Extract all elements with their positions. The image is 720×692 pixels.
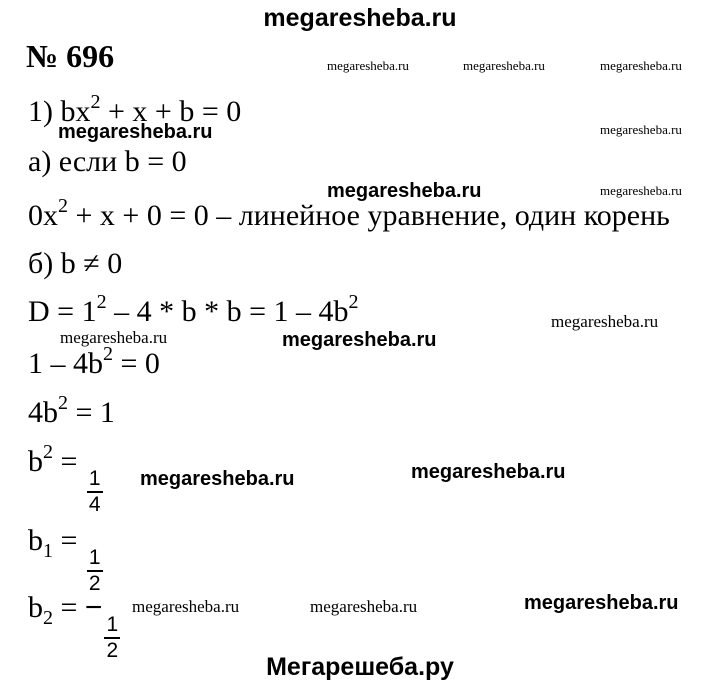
subscript: 2 — [43, 607, 53, 629]
watermark: megaresheba.ru — [140, 468, 295, 490]
text: = — [53, 524, 85, 557]
exponent: 2 — [96, 291, 107, 313]
discriminant-line — [28, 291, 359, 328]
text: b — [28, 591, 43, 624]
equation-line-7 — [28, 392, 115, 429]
minus-sign: − — [84, 591, 103, 624]
watermark: megaresheba.ru — [58, 121, 213, 143]
watermark: megaresheba.ru — [600, 58, 682, 73]
watermark: megaresheba.ru — [600, 122, 682, 137]
text: 4b — [28, 396, 58, 429]
exponent: 2 — [348, 291, 359, 313]
case-b-line: б) b ≠ 0 — [28, 247, 123, 280]
watermark: megaresheba.ru — [600, 183, 682, 198]
numerator: 1 — [87, 468, 103, 493]
site-footer: Мегарешеба.ру — [266, 653, 454, 681]
root-2-line — [28, 591, 120, 663]
exponent: 2 — [43, 441, 53, 463]
exponent: 2 — [58, 392, 68, 414]
watermark: megaresheba.ru — [310, 597, 418, 616]
watermark: megaresheba.ru — [551, 312, 659, 331]
watermark: megaresheba.ru — [463, 58, 545, 73]
exponent: 2 — [90, 91, 101, 113]
text: b — [28, 445, 43, 478]
fraction — [87, 547, 103, 595]
exponent: 2 — [58, 195, 68, 217]
text: 1 – 4b — [28, 347, 103, 380]
text: = 0 — [113, 347, 160, 380]
text: 1) bx — [28, 95, 91, 128]
text: = 1 — [68, 396, 115, 429]
text: b — [28, 524, 43, 557]
text: = — [53, 445, 85, 478]
watermark: megaresheba.ru — [524, 592, 679, 614]
linear-equation-line — [28, 195, 670, 232]
equation-line-8 — [28, 441, 103, 517]
watermark: megaresheba.ru — [327, 180, 482, 202]
watermark: megaresheba.ru — [411, 461, 566, 483]
numerator: 1 — [87, 547, 103, 572]
text: + x + b = 0 — [100, 95, 242, 128]
subscript: 1 — [43, 540, 53, 562]
equation-line-6 — [28, 343, 160, 380]
numerator: 1 — [104, 614, 120, 639]
watermark: megaresheba.ru — [132, 597, 240, 616]
denominator: 2 — [106, 639, 119, 663]
case-a-line: а) если b = 0 — [28, 145, 187, 178]
problem-number: № 696 — [26, 38, 115, 74]
fraction — [87, 468, 103, 516]
watermark: megaresheba.ru — [327, 58, 409, 73]
text: 0x — [28, 199, 58, 232]
text: D = 1 — [28, 295, 97, 328]
watermark: megaresheba.ru — [282, 329, 437, 351]
denominator: 4 — [88, 493, 101, 517]
root-1-line — [28, 524, 103, 596]
denominator: 2 — [88, 572, 101, 596]
text: = — [53, 591, 85, 624]
text: + x + 0 = 0 – линейное уравнение, один корень — [68, 199, 670, 232]
text: – 4 * b * b = 1 – 4b — [106, 295, 349, 328]
site-header: megaresheba.ru — [263, 4, 457, 32]
watermark: megaresheba.ru — [60, 328, 168, 347]
exponent: 2 — [103, 343, 113, 365]
